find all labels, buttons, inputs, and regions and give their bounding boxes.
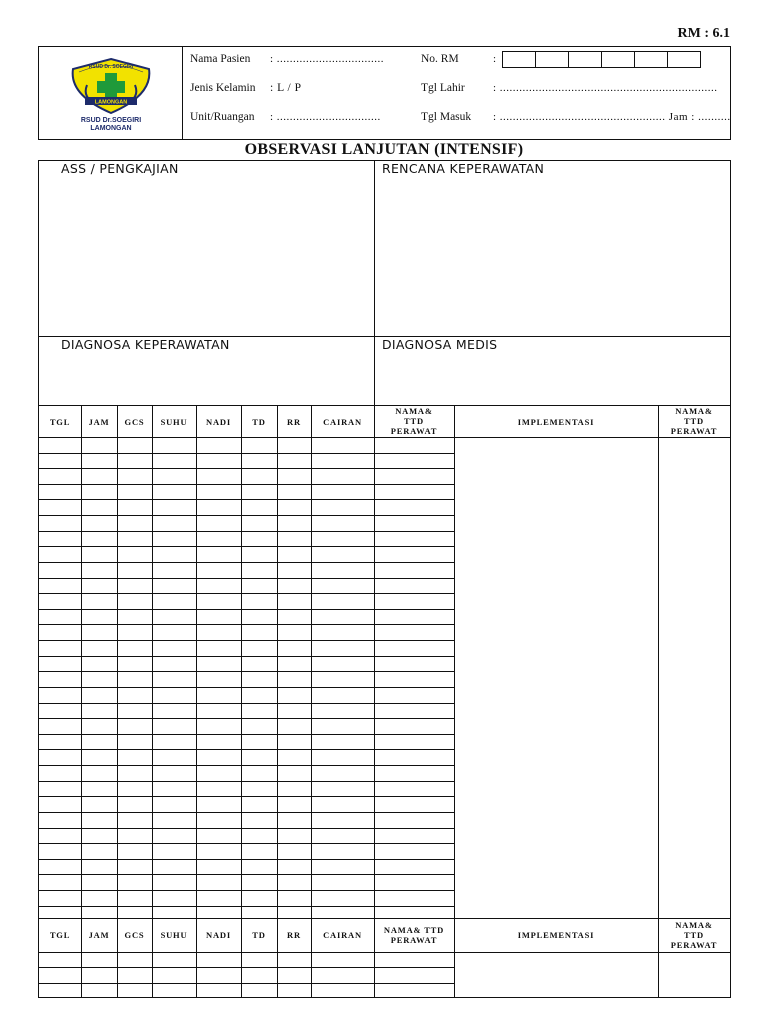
table-row[interactable] [39,562,454,563]
table-header-line [39,437,730,438]
form-code: RM : 6.1 [677,26,730,41]
rencana-keperawatan-heading: RENCANA KEPERAWATAN [382,161,545,176]
col2-nadi: NADI [206,930,231,940]
col-nama-ttd-r-line2: TTD [684,416,704,426]
col-nadi: NADI [206,417,231,427]
no-rm-digit-boxes[interactable] [503,51,701,68]
table-row[interactable] [39,859,454,860]
table-column-line [241,405,242,997]
table-row[interactable] [39,765,454,766]
table-row[interactable] [39,671,454,672]
rencana-keperawatan-area[interactable] [375,179,730,336]
table-row[interactable] [39,734,454,735]
col2-jam: JAM [88,930,110,940]
col-tgl: TGL [49,417,71,427]
logo-caption-line2: LAMONGAN [90,125,132,132]
observation-form [38,160,731,998]
rm-digit-box[interactable] [601,51,635,68]
form-title: OBSERVASI LANJUTAN (INTENSIF) [244,141,524,158]
col-gcs: GCS [124,417,145,427]
col-td: TD [252,417,266,427]
no-rm-label: No. RM [421,53,459,65]
table-column-line [117,405,118,997]
table-column-line [311,405,312,997]
col-cairan: CAIRAN [323,417,362,427]
col2-nama-ttd-line2: PERAWAT [390,935,438,945]
table-row[interactable] [39,718,454,719]
jenis-kelamin-field[interactable]: : L / P [270,82,302,94]
col2-cairan: CAIRAN [323,930,362,940]
table-section-line [39,918,730,919]
table-row[interactable] [39,687,454,688]
table-row[interactable] [39,624,454,625]
table-row[interactable] [39,703,454,704]
col-suhu: SUHU [160,417,188,427]
col2-gcs: GCS [124,930,145,940]
table-row[interactable] [39,468,454,469]
col2-td: TD [252,930,266,940]
table-column-line [658,405,659,997]
table-row[interactable] [39,781,454,782]
diagnosa-medis-heading: DIAGNOSA MEDIS [382,337,498,352]
table-row[interactable] [39,812,454,813]
table-row[interactable] [39,890,454,891]
table-row[interactable] [39,906,454,907]
table-column-line [454,405,455,997]
col-nama-ttd-line2: TTD [404,416,424,426]
table-row[interactable] [39,828,454,829]
unit-ruangan-field[interactable]: : ................................ [270,111,381,123]
table-column-line [374,405,375,997]
table-row[interactable] [39,609,454,610]
hospital-logo [63,55,159,133]
rm-digit-box[interactable] [535,51,569,68]
logo-cell [39,47,183,139]
col2-rr: RR [287,930,301,940]
ass-pengkajian-heading: ASS / PENGKAJIAN [61,161,179,176]
col2-nama-ttd-perawat [374,920,454,950]
patient-header [38,46,731,140]
col2-implementasi: IMPLEMENTASI [517,930,595,940]
table-column-line [196,405,197,997]
nama-pasien-field[interactable]: : ................................. [270,53,385,65]
col2-nama-ttd-r-line1: NAMA& [675,920,713,930]
table-column-line [152,405,153,997]
table-row[interactable] [39,546,454,547]
logo-band-text: LAMONGAN [94,99,128,106]
rm-digit-box[interactable] [634,51,668,68]
col-rr: RR [287,417,301,427]
ass-pengkajian-area[interactable] [39,179,374,336]
col-nama-ttd-line3: PERAWAT [390,426,438,436]
col2-tgl: TGL [49,930,71,940]
table-row[interactable] [39,515,454,516]
tgl-lahir-field[interactable]: : ................................................................... [493,82,718,94]
unit-ruangan-label: Unit/Ruangan [190,111,255,123]
logo-arc-text: RSUD Dr. SOEGIRI [88,64,134,70]
table-row[interactable] [39,531,454,532]
col-nama-ttd-perawat-right [658,405,730,437]
col-nama-ttd-r-line1: NAMA& [675,406,713,416]
diagnosa-medis-area[interactable] [375,355,730,405]
table-column-line [277,405,278,997]
table-row[interactable] [39,640,454,641]
table-row[interactable] [39,453,454,454]
col-implementasi: IMPLEMENTASI [517,417,595,427]
table-row[interactable] [39,796,454,797]
table-header-line [39,952,730,953]
table-row[interactable] [39,983,454,984]
col2-nama-ttd-perawat-right [658,918,730,952]
nama-pasien-label: Nama Pasien [190,53,251,65]
col2-nama-ttd-r-line2: TTD [684,930,704,940]
table-row[interactable] [39,499,454,500]
table-row[interactable] [39,593,454,594]
table-row[interactable] [39,578,454,579]
jenis-kelamin-label: Jenis Kelamin [190,82,256,94]
rm-digit-box[interactable] [667,51,701,68]
col-jam: JAM [88,417,110,427]
tgl-lahir-label: Tgl Lahir [421,82,465,94]
col-nama-ttd-line1: NAMA& [395,406,433,416]
table-row[interactable] [39,843,454,844]
table-row[interactable] [39,749,454,750]
rm-digit-box[interactable] [568,51,602,68]
table-row[interactable] [39,874,454,875]
col-nama-ttd-perawat [374,405,454,437]
table-row[interactable] [39,484,454,485]
table-row[interactable] [39,967,454,968]
rm-digit-box[interactable] [502,51,536,68]
table-row[interactable] [39,656,454,657]
tgl-masuk-field[interactable]: : ................................................... Jam : .......... [493,111,731,123]
table-column-line [81,405,82,997]
tgl-masuk-label: Tgl Masuk [421,111,472,123]
logo-caption-line1: RSUD Dr.SOEGIRI [80,117,142,124]
col-nama-ttd-r-line3: PERAWAT [670,426,718,436]
col2-suhu: SUHU [160,930,188,940]
col2-nama-ttd-r-line3: PERAWAT [670,940,718,950]
diagnosa-keperawatan-heading: DIAGNOSA KEPERAWATAN [61,337,230,352]
no-rm-colon: : [493,53,497,65]
col2-nama-ttd-line1: NAMA& TTD [383,925,445,935]
diagnosa-keperawatan-area[interactable] [39,355,374,405]
